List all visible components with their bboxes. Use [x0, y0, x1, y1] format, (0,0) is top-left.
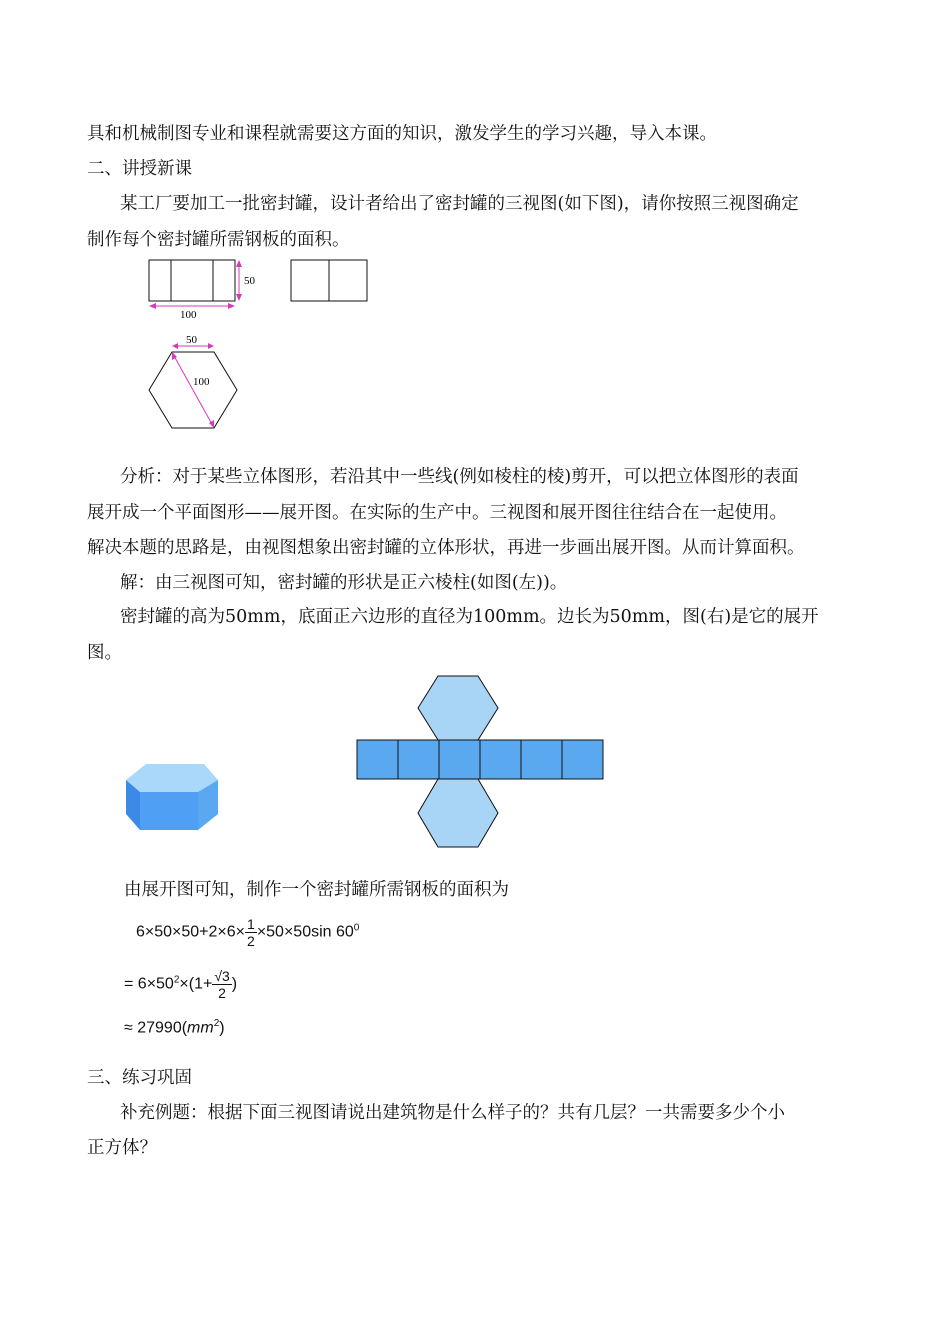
net-side-strip [357, 740, 603, 779]
formula-2-square: 2 [173, 974, 180, 986]
paragraph-solution: 解：由三视图可知，密封罐的形状是正六棱柱(如图(左))。 [120, 573, 568, 593]
height-label: 50 [244, 275, 255, 287]
formula-2-part-c: ) [231, 975, 238, 993]
width-label: 100 [180, 309, 197, 321]
paragraph-intro-end: 具和机械制图专业和课程就需要这方面的知识，激发学生的学习兴趣，导入本课。 [87, 124, 717, 144]
net-top-hexagon [418, 676, 498, 740]
paragraph-analysis-3: 解决本题的思路是，由视图想象出密封罐的立体形状，再进一步画出展开图。从而计算面积。 [87, 538, 805, 558]
diagonal-arrow-top [172, 352, 177, 360]
heading-new-lesson: 二、讲授新课 [87, 159, 192, 179]
net-face-6 [562, 740, 603, 779]
net-face-1 [357, 740, 398, 779]
formula-3-unit: mm [187, 1019, 214, 1037]
paragraph-dimensions-1: 密封罐的高为50mm，底面正六边形的直径为100mm。边长为50mm，图(右)是它的展开 [120, 607, 819, 627]
fraction-1-denominator: 2 [247, 933, 255, 949]
formula-3-part-a: ≈ 27990( [124, 1019, 188, 1037]
paragraph-analysis-2: 展开成一个平面图形——展开图。在实际的生产中。三视图和展开图往往结合在一起使用。 [87, 503, 787, 523]
fraction-2-numerator: √3 [214, 968, 230, 984]
prism-net-figure [356, 672, 606, 852]
width-arrow-left [149, 303, 156, 309]
heading-practice: 三、练习巩固 [87, 1068, 192, 1088]
net-face-2 [398, 740, 439, 779]
fraction-2-denominator: 2 [218, 985, 226, 1001]
net-face-4 [480, 740, 521, 779]
width-arrow-right [228, 303, 235, 309]
net-face-5 [521, 740, 562, 779]
paragraph-example-2: 正方体？ [87, 1138, 157, 1158]
formula-2-part-b: ×(1+ [179, 975, 213, 993]
formula-line-3 [124, 1018, 225, 1037]
three-view-drawing [140, 250, 400, 440]
paragraph-area-intro: 由展开图可知，制作一个密封罐所需钢板的面积为 [124, 880, 509, 900]
fraction-1-numerator: 1 [247, 916, 255, 932]
height-arrow-top [236, 260, 242, 267]
paragraph-example-1: 补充例题：根据下面三视图请说出建筑物是什么样子的？共有几层？一共需要多少个小 [120, 1103, 785, 1123]
fraction-sqrt3-half [212, 968, 231, 1001]
paragraph-analysis-1: 分析：对于某些立体图形，若沿其中一些线(例如棱柱的棱)剪开，可以把立体图形的表面 [120, 467, 799, 487]
formula-3-part-b: ) [219, 1019, 225, 1037]
net-bottom-hexagon [418, 779, 498, 847]
prism-front-face [140, 792, 198, 830]
formula-1-part-a: 6×50×50+2×6× [136, 923, 246, 941]
formula-1-degree: 0 [353, 922, 360, 934]
formula-3-square: 2 [213, 1018, 220, 1029]
diagonal-dimension-line [173, 354, 213, 426]
side-label: 50 [186, 334, 197, 346]
prism-top-face [126, 764, 218, 792]
formula-line-2 [124, 968, 237, 1001]
paragraph-problem-1: 某工厂要加工一批密封罐，设计者给出了密封罐的三视图(如下图)，请你按照三视图确定 [120, 194, 799, 214]
hexagonal-prism-figure [124, 762, 224, 832]
front-view [149, 260, 235, 301]
height-arrow-bottom [236, 294, 242, 301]
net-face-3 [439, 740, 480, 779]
side-arrow-left [172, 343, 178, 349]
formula-1-part-b: ×50×50sin 60 [256, 923, 354, 941]
formula-2-part-a: = 6×50 [124, 975, 174, 993]
formula-line-1 [136, 916, 359, 949]
diagonal-label: 100 [193, 376, 210, 388]
diagonal-arrow-bottom [209, 420, 214, 428]
side-arrow-right [208, 343, 214, 349]
paragraph-problem-2: 制作每个密封罐所需钢板的面积。 [87, 230, 350, 250]
fraction-one-half [245, 916, 257, 949]
paragraph-dimensions-2: 图。 [87, 643, 122, 663]
